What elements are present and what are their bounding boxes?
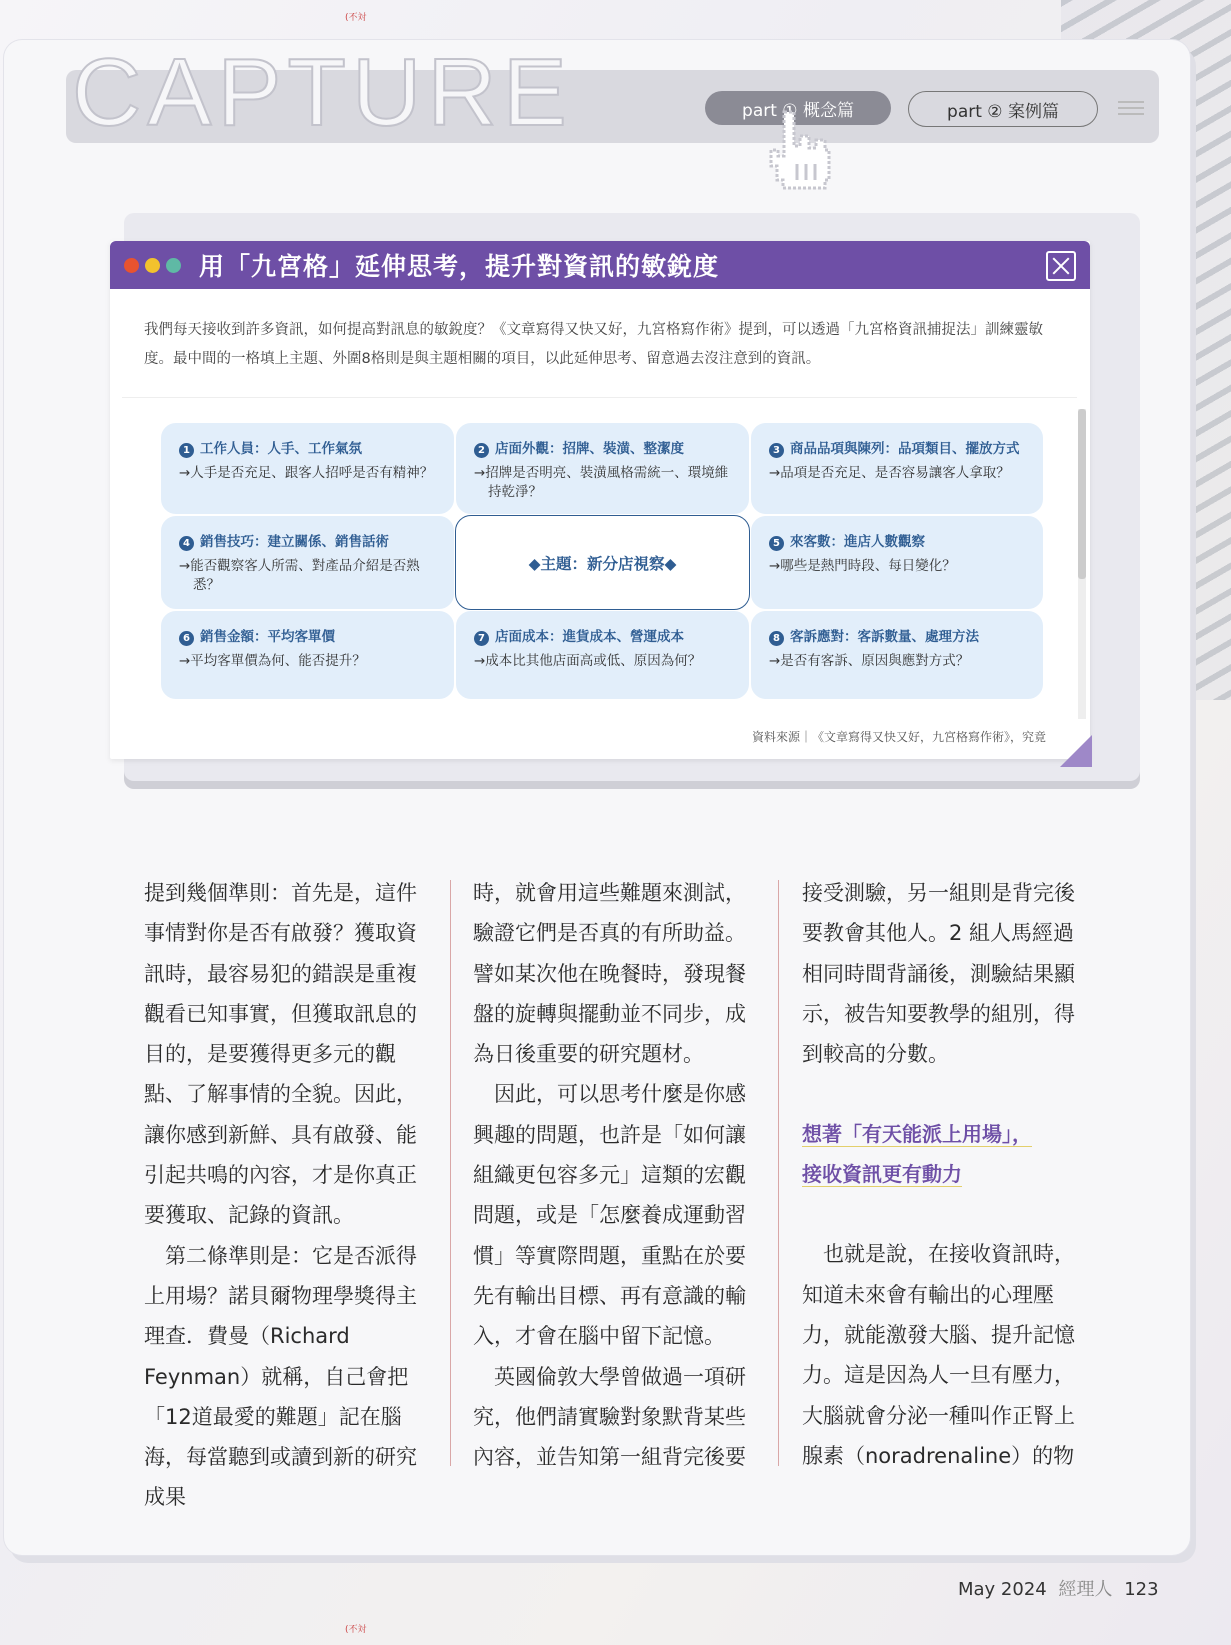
article-column-3 xyxy=(802,873,1085,1476)
grid-cell xyxy=(750,422,1044,515)
capture-logo: CAPTURE xyxy=(72,39,573,146)
cell-heading: 銷售技巧：建立關係、銷售話術 xyxy=(200,534,389,550)
cell-heading: 商品品項與陳列：品項類目、擺放方式 xyxy=(790,441,1020,457)
cell-body: →是否有客訴、原因與應對方式？ xyxy=(769,653,970,669)
number-badge-icon: 6 xyxy=(179,631,194,646)
grid-cell xyxy=(750,610,1044,700)
grid-cell xyxy=(160,422,455,515)
page-fold-icon xyxy=(1060,735,1092,767)
page-number: 123 xyxy=(1124,1579,1159,1600)
column-divider xyxy=(450,880,451,1466)
number-badge-icon: 2 xyxy=(474,443,489,458)
number-badge-icon: 5 xyxy=(769,536,784,551)
tab-part-2[interactable]: part ② 案例篇 xyxy=(908,91,1098,127)
source-note: 資料來源｜《文章寫得又快又好，九宮格寫作術》，究竟 xyxy=(751,730,1046,744)
cell-body: →平均客單價為何、能否提升？ xyxy=(179,653,366,669)
close-icon[interactable] xyxy=(1046,251,1076,281)
paragraph: 提到幾個準則：首先是，這件事情對你是否有啟發？獲取資訊時，最容易犯的錯誤是重複觀看已知事實，但獲取訊息的目的，是要獲得更多元的觀點、了解事情的全貌。因此，讓你感到新鮮、具有啟發、能引起共鳴的內容，才是你真正要獲取、記錄的資訊。 xyxy=(144,881,417,1228)
article-column-1 xyxy=(144,873,427,1518)
box-title: 用「九宮格」延伸思考，提升對資訊的敏銳度 xyxy=(199,252,720,281)
cell-body: →人手是否充足、跟客人招呼是否有精神？ xyxy=(179,465,434,481)
grid-cell xyxy=(750,515,1044,610)
number-badge-icon: 3 xyxy=(769,443,784,458)
box-titlebar xyxy=(110,241,1090,289)
cell-heading: 工作人員：人手、工作氣氛 xyxy=(200,441,362,457)
center-topic-label: ◆主題：新分店視察◆ xyxy=(528,554,677,573)
column-divider xyxy=(778,880,779,1466)
issue-date: May 2024 xyxy=(958,1579,1047,1600)
grid-cell xyxy=(455,610,750,700)
box-intro: 我們每天接收到許多資訊，如何提高對訊息的敏銳度？《文章寫得又快又好，九宮格寫作術》提到，可以透過「九宮格資訊捕捉法」訓練靈敏度。最中間的一格填上主題、外圍8格則是與主題相關的項目，以此延伸思考、留意過去沒注意到的資訊。 xyxy=(144,322,1043,367)
magazine-name: 經理人 xyxy=(1058,1579,1113,1600)
grid-cell xyxy=(160,610,455,700)
cell-heading: 店面外觀：招牌、裝潢、整潔度 xyxy=(495,441,684,457)
divider xyxy=(122,397,1077,398)
subheading: 想著「有天能派上用場」， 接收資訊更有動力 xyxy=(802,1122,1032,1187)
tab-part-1[interactable]: part ① 概念篇 xyxy=(705,91,891,125)
window-dots xyxy=(124,258,181,273)
paragraph: 第二條準則是：它是否派得上用場？諾貝爾物理學獎得主理查．費曼（Richard Feynman）就稱，自己會把「12道最愛的難題」記在腦海，每當聽到或讀到新的研究成果 xyxy=(144,1243,417,1510)
green-dot-icon xyxy=(166,258,181,273)
paragraph: 英國倫敦大學曾做過一項研究，他們請實驗對象默背某些內容，並告知第一組背完後要 xyxy=(473,1364,746,1470)
hand-cursor-icon xyxy=(762,108,832,194)
paragraph: 也就是說，在接收資訊時，知道未來會有輸出的心理壓力，就能激發大腦、提升記憶力。這是因為人一旦有壓力，大腦就會分泌一種叫作正腎上腺素（noradrenaline）的物 xyxy=(802,1242,1075,1468)
number-badge-icon: 4 xyxy=(179,536,194,551)
number-badge-icon: 1 xyxy=(179,443,194,458)
menu-icon[interactable] xyxy=(1118,97,1144,117)
grid-cell xyxy=(455,422,750,515)
cell-body: →品項是否充足、是否容易讓客人拿取？ xyxy=(769,465,1010,481)
number-badge-icon: 7 xyxy=(474,631,489,646)
scrollbar-thumb[interactable] xyxy=(1078,409,1086,579)
grid-cell xyxy=(160,515,455,610)
paragraph: 因此，可以思考什麼是你感興趣的問題，也許是「如何讓組織更包容多元」這類的宏觀問題，或是「怎麼養成運動習慣」等實際問題，重點在於要先有輸出目標、再有意識的輸入，才會在腦中留下記憶。 xyxy=(473,1082,746,1349)
paragraph: 接受測驗，另一組則是背完後要教會其他人。2 組人馬經過相同時間背誦後，測驗結果顯示，被告知要教學的組別，得到較高的分數。 xyxy=(802,881,1075,1067)
article-column-2 xyxy=(473,873,756,1477)
page-footer xyxy=(958,1575,1159,1601)
cell-body: →能否觀察客人所需、對產品介紹是否熟悉？ xyxy=(179,558,420,593)
nine-grid xyxy=(160,422,1044,700)
crop-mark-bottom: (不対 xyxy=(345,1625,367,1635)
crop-mark-top: (不対 xyxy=(345,13,367,23)
cell-heading: 店面成本：進貨成本、營運成本 xyxy=(495,629,684,645)
yellow-dot-icon xyxy=(145,258,160,273)
cell-heading: 客訴應對：客訴數量、處理方法 xyxy=(790,629,979,645)
cell-heading: 銷售金額：平均客單價 xyxy=(200,629,335,645)
cell-body: →成本比其他店面高或低、原因為何？ xyxy=(474,653,702,669)
grid-center-topic xyxy=(455,515,750,610)
number-badge-icon: 8 xyxy=(769,631,784,646)
paragraph: 時，就會用這些難題來測試，驗證它們是否真的有所助益。譬如某次他在晚餐時，發現餐盤的旋轉與擺動並不同步，成為日後重要的研究題材。 xyxy=(473,881,746,1067)
cell-body: →哪些是熱門時段、每日變化？ xyxy=(769,558,956,574)
red-dot-icon xyxy=(124,258,139,273)
nine-grid-box xyxy=(110,241,1090,759)
cell-body: →招牌是否明亮、裝潢風格需統一、環境維持乾淨？ xyxy=(474,465,729,500)
cell-heading: 來客數：進店人數觀察 xyxy=(790,534,925,550)
